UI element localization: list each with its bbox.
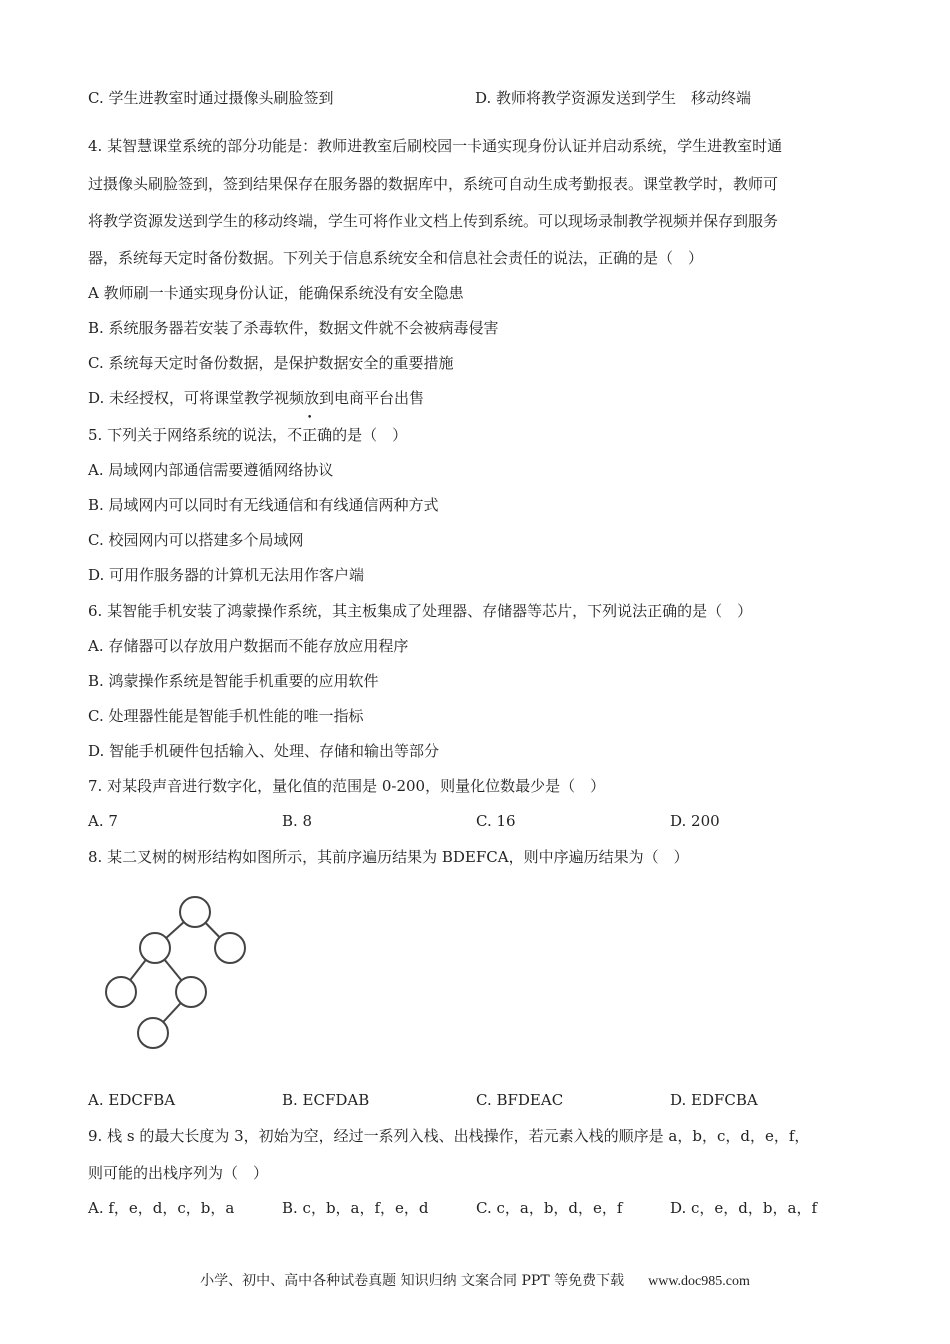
binary-tree-figure (95, 888, 265, 1063)
q4-stem-line: 器，系统每天定时备份数据。下列关于信息系统安全和信息社会责任的说法，正确的是（ ） (88, 249, 704, 267)
q8-option-c: C. BFDEAC (476, 1091, 564, 1109)
q4-option-c: C. 系统每天定时备份数据，是保护数据安全的重要措施 (88, 354, 454, 372)
q4-stem-line: 将教学资源发送到学生的移动终端，学生可将作业文档上传到系统。可以现场录制教学视频并保存到服务 (88, 212, 779, 230)
q9-option-c: C. c，a，b，d，e，f (476, 1199, 623, 1217)
q8-stem: 8. 某二叉树的树形结构如图所示，其前序遍历结果为 BDEFCA，则中序遍历结果为（ ） (88, 848, 689, 866)
q4-option-a: A 教师刷一卡通实现身份认证，能确保系统没有安全隐患 (88, 284, 464, 302)
q6-stem: 6. 某智能手机安装了鸿蒙操作系统，其主板集成了处理器、存储器等芯片，下列说法正确的是（ ） (88, 602, 753, 620)
q5-stem-before: 5. 下列关于网络系统的说法， (88, 426, 288, 444)
q4-option-d: D. 未经授权，可将课堂教学视频放到电商平台出售 (88, 389, 425, 407)
q7-option-d: D. 200 (670, 812, 720, 830)
q7-option-a: A. 7 (88, 812, 118, 830)
q5-stem-emphasis: 不正确 (287, 426, 333, 444)
q9-option-d: D. c，e，d，b，a，f (670, 1199, 818, 1217)
page-footer (0, 1270, 950, 1290)
footer-text: 小学、初中、高中各种试卷真题 知识归纳 文案合同 PPT 等免费下载 (200, 1273, 625, 1289)
q9-stem-line: 9. 栈 s 的最大长度为 3，初始为空，经过一系列入栈、出栈操作，若元素入栈的顺序是 a，b，c，d，e，f， (88, 1127, 810, 1145)
tree-node (138, 1018, 168, 1048)
tree-node (176, 977, 206, 1007)
q8-option-b: B. ECFDAB (282, 1091, 370, 1109)
q7-option-b: B. 8 (282, 812, 313, 830)
q4-option-b: B. 系统服务器若安装了杀毒软件，数据文件就不会被病毒侵害 (88, 319, 499, 337)
tree-node-root (180, 897, 210, 927)
q6-option-b: B. 鸿蒙操作系统是智能手机重要的应用软件 (88, 672, 379, 690)
q6-option-d: D. 智能手机硬件包括输入、处理、存储和输出等部分 (88, 742, 440, 760)
q5-stem-after: 的是（ ） (332, 426, 408, 444)
tree-edges (121, 912, 230, 1033)
q5-option-a: A. 局域网内部通信需要遵循网络协议 (88, 461, 334, 479)
tree-node (215, 933, 245, 963)
q3-option-d: D. 教师将教学资源发送到学生 移动终端 (475, 89, 752, 107)
q6-option-c: C. 处理器性能是智能手机性能的唯一指标 (88, 707, 364, 725)
q9-option-a: A. f，e，d，c，b，a (88, 1199, 235, 1217)
footer-url[interactable]: www.doc985.com (648, 1274, 750, 1289)
q7-option-c: C. 16 (476, 812, 516, 830)
q5-option-b: B. 局域网内可以同时有无线通信和有线通信两种方式 (88, 496, 439, 514)
tree-node (106, 977, 136, 1007)
q4-stem-line: 过摄像头刷脸签到，签到结果保存在服务器的数据库中，系统可自动生成考勤报表。课堂教学时，教师可 (88, 175, 779, 193)
q5-stem (88, 425, 407, 445)
q5-option-c: C. 校园网内可以搭建多个局域网 (88, 531, 304, 549)
q6-option-a: A. 存储器可以存放用户数据而不能存放应用程序 (88, 637, 409, 655)
q4-stem-line: 4. 某智慧课堂系统的部分功能是：教师进教室后刷校园一卡通实现身份认证并启动系统，学生进教室时通 (88, 137, 783, 155)
q7-stem: 7. 对某段声音进行数字化，量化值的范围是 0-200，则量化位数最少是（ ） (88, 777, 606, 795)
q9-stem-line: 则可能的出栈序列为（ ） (88, 1164, 269, 1182)
q5-option-d: D. 可用作服务器的计算机无法用作客户端 (88, 566, 365, 584)
q8-option-d: D. EDFCBA (670, 1091, 758, 1109)
q9-option-b: B. c，b，a，f，e，d (282, 1199, 429, 1217)
tree-node (140, 933, 170, 963)
q8-option-a: A. EDCFBA (88, 1091, 176, 1109)
q3-option-c: C. 学生进教室时通过摄像头刷脸签到 (88, 89, 334, 107)
